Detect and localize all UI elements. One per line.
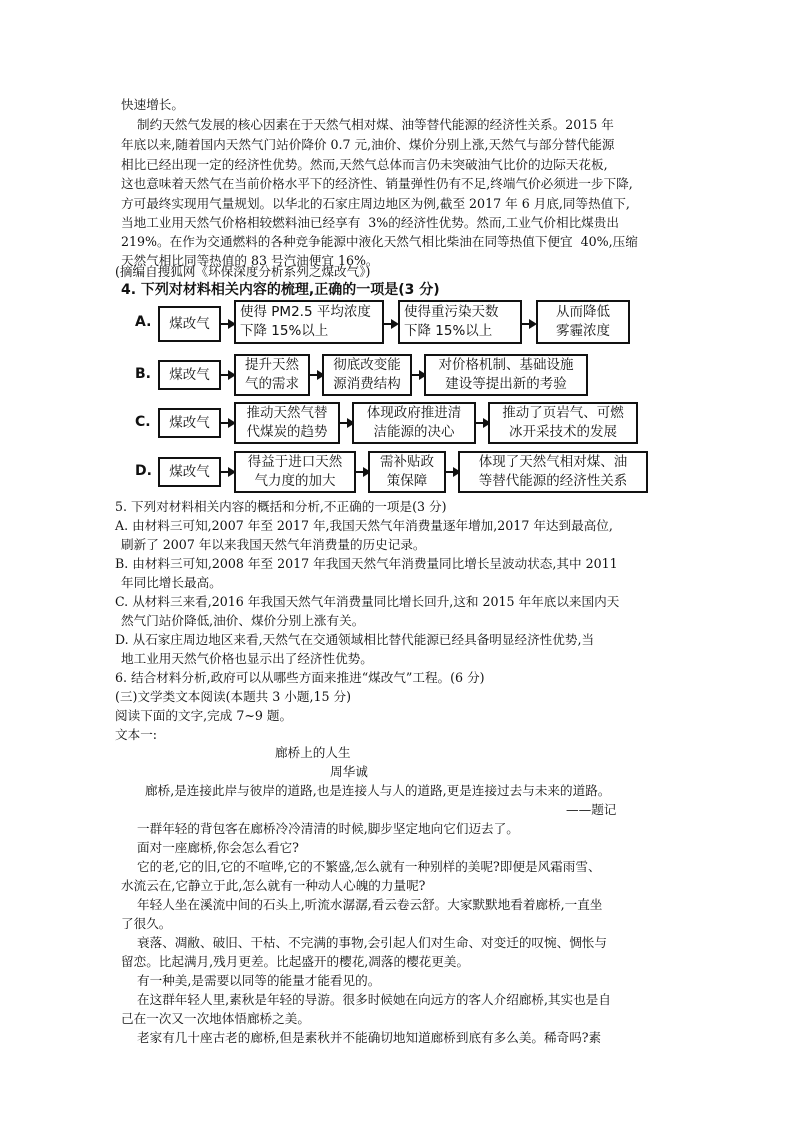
box-text: 煤改气 — [169, 315, 210, 332]
essay-author: 周华诚 — [330, 764, 368, 779]
option-b-label: B. — [135, 366, 151, 382]
option-b-box-1 — [158, 360, 221, 390]
arrow — [221, 323, 229, 325]
epigraph: 廊桥,是连接此岸与彼岸的道路,也是连接人与人的道路,更是连接过去与未来的道路。 — [145, 783, 611, 798]
box-text: 洁能源的决心 — [373, 424, 455, 440]
box-text: 下降 15%以上 — [404, 323, 493, 339]
box-text: 等替代能源的经济性关系 — [478, 473, 628, 489]
source-citation: (摘编自搜狐网《环保深度分析系列之煤改气》) — [115, 264, 371, 279]
arrow — [221, 471, 229, 473]
arrow — [522, 323, 530, 325]
box-text: 建设等提出新的考验 — [445, 376, 567, 392]
text-line: 快速增长。 — [121, 97, 184, 112]
option-b-box-2 — [234, 354, 310, 396]
option-a-label: A. — [135, 314, 152, 330]
essay-line: 水流云在,它静立于此,怎么就有一种动人心魄的力量呢? — [121, 878, 426, 893]
box-text: 煤改气 — [169, 414, 210, 431]
text-line: 地工业用天然气价格也显示出了经济性优势。 — [121, 651, 373, 666]
option-d-box-2 — [234, 451, 356, 493]
text-line: (三)文学类文本阅读(本题共 3 小题,15 分) — [115, 689, 352, 704]
essay-line: 老家有几十座古老的廊桥,但是素秋并不能确切地知道廊桥到底有多么美。稀奇吗?素 — [121, 1030, 602, 1045]
epigraph-note: ——题记 — [566, 802, 617, 817]
box-text: 策保障 — [386, 473, 428, 489]
text-line: 制约天然气发展的核心因素在于天然气相对煤、油等替代能源的经济性关系。2015 年 — [121, 117, 614, 132]
text-line: 文本一: — [115, 727, 158, 742]
option-b-box-4 — [424, 354, 588, 396]
essay-line: 面对一座廊桥,你会怎么看它? — [121, 840, 299, 855]
essay-line: 一群年轻的背包客在廊桥冷冷清清的时候,脚步坚定地向它们迈去了。 — [121, 821, 519, 836]
option-c-box-3 — [352, 402, 476, 444]
option-b-box-3 — [322, 354, 412, 396]
box-text: 源消费结构 — [333, 376, 401, 392]
arrow — [476, 422, 484, 424]
box-text: 从而降低 — [556, 304, 610, 320]
text-line: 这也意味着天然气在当前价格水平下的经济性、销量弹性仍有不足,终端气价必须进一步下降, — [121, 176, 633, 191]
arrow — [221, 422, 229, 424]
box-text: 需补贴政 — [380, 454, 434, 470]
option-d-label: D. — [135, 463, 152, 479]
option-a-box-4 — [536, 300, 630, 344]
option-c-label: C. — [135, 414, 151, 430]
box-text: 冰开采技术的发展 — [509, 424, 617, 440]
text-line: 年底以来,随着国内天然气门站价降价 0.7 元,油价、煤价分别上涨,天然气与部分替代能源 — [121, 137, 615, 152]
box-text: 体现政府推进清 — [366, 405, 462, 421]
box-text: 得益于进口天然 — [247, 454, 343, 470]
option-a-box-1 — [158, 306, 221, 342]
text-line: 219%。在作为交通燃料的各种竞争能源中液化天然气相比柴油在同等热值下便宜 40%,压缩 — [121, 234, 638, 249]
arrow — [446, 471, 454, 473]
arrow — [356, 471, 364, 473]
box-text: 推动了页岩气、可燃 — [502, 405, 624, 421]
box-text: 煤改气 — [169, 366, 210, 383]
arrow — [384, 323, 392, 325]
arrow — [412, 374, 420, 376]
text-line: 天然气相比同等热值的 83 号汽油便宜 16%。 — [121, 253, 379, 268]
box-text: 使得 PM2.5 平均浓度 — [240, 304, 371, 320]
text-line: 方可最终实现用气量规划。以华北的石家庄周边地区为例,截至 2017 年 6 月底,同等热值下, — [121, 196, 630, 211]
question-4-title: 4. 下列对材料相关内容的梳理,正确的一项是(3 分) — [121, 282, 440, 298]
option-a-box-3 — [398, 300, 522, 344]
option-a-box-2 — [234, 300, 384, 344]
box-text: 对价格机制、基础设施 — [438, 357, 574, 373]
essay-title: 廊桥上的人生 — [275, 745, 351, 760]
box-text: 气的需求 — [245, 376, 299, 392]
essay-line: 衰落、凋敝、破旧、干枯、不完满的事物,会引起人们对生命、对变迁的叹惋、惆怅与 — [121, 935, 607, 950]
box-text: 下降 15%以上 — [240, 323, 329, 339]
box-text: 彻底改变能 — [333, 357, 401, 373]
text-line: D. 从石家庄周边地区来看,天然气在交通领域相比替代能源已经具备明显经济性优势,当 — [115, 632, 595, 647]
essay-line: 它的老,它的旧,它的不喧哗,它的不繁盛,怎么就有一种别样的美呢?即便是风霜雨雪、 — [121, 859, 601, 874]
essay-line: 在这群年轻人里,素秋是年轻的导游。很多时候她在向远方的客人介绍廊桥,其实也是自 — [121, 992, 611, 1007]
text-line: 当地工业用天然气价格相较燃料油已经享有 3%的经济性优势。然而,工业气价相比煤贵出 — [121, 215, 619, 230]
box-text: 雾霾浓度 — [556, 323, 610, 339]
essay-line: 留恋。比起满月,残月更差。比起盛开的樱花,凋落的樱花更美。 — [121, 954, 470, 969]
box-text: 代煤炭的趋势 — [246, 424, 328, 440]
text-line: 刷新了 2007 年以来我国天然气年消费量的历史记录。 — [121, 537, 426, 552]
box-text: 气力度的加大 — [254, 473, 336, 489]
text-line: 年同比增长最高。 — [121, 575, 222, 590]
text-line: 5. 下列对材料相关内容的概括和分析,不正确的一项是(3 分) — [115, 499, 447, 514]
box-text: 体现了天然气相对煤、油 — [478, 454, 628, 470]
box-text: 推动天然气替 — [246, 405, 328, 421]
option-d-box-1 — [158, 457, 221, 487]
option-c-box-4 — [488, 402, 638, 444]
essay-line: 己在一次又一次地体悟廊桥之美。 — [121, 1011, 310, 1026]
box-text: 提升天然 — [245, 357, 299, 373]
text-line: 阅读下面的文字,完成 7~9 题。 — [115, 708, 293, 723]
text-line: C. 从材料三来看,2016 年我国天然气年消费量同比增长回升,这和 2015 年年底以来国内天 — [115, 594, 620, 609]
text-line: A. 由材料三可知,2007 年至 2017 年,我国天然气年消费量逐年增加,2017 年达到最高位, — [115, 518, 613, 533]
essay-line: 年轻人坐在溪流中间的石头上,听流水潺潺,看云卷云舒。大家默默地看着廊桥,一直坐 — [121, 897, 603, 912]
box-text: 使得重污染天数 — [404, 304, 499, 320]
option-d-box-4 — [458, 451, 648, 493]
option-d-box-3 — [368, 451, 446, 493]
text-line: 相比已经出现一定的经济性优势。然而,天然气总体而言仍未突破油气比价的边际天花板, — [121, 157, 608, 172]
text-line: 然气门站价降低,油价、煤价分别上涨有关。 — [121, 613, 365, 628]
box-text: 煤改气 — [169, 463, 210, 480]
essay-line: 了很久。 — [121, 916, 172, 931]
arrow — [310, 374, 318, 376]
arrow — [340, 422, 348, 424]
arrow — [221, 374, 229, 376]
option-c-box-2 — [234, 402, 340, 444]
option-c-box-1 — [158, 408, 221, 438]
essay-line: 有一种美,是需要以同等的能量才能看见的。 — [121, 973, 381, 988]
text-line: B. 由材料三可知,2008 年至 2017 年我国天然气年消费量同比增长呈波动状态,其中 2011 — [115, 556, 618, 571]
text-line: 6. 结合材料分析,政府可以从哪些方面来推进“煤改气”工程。(6 分) — [115, 670, 485, 685]
